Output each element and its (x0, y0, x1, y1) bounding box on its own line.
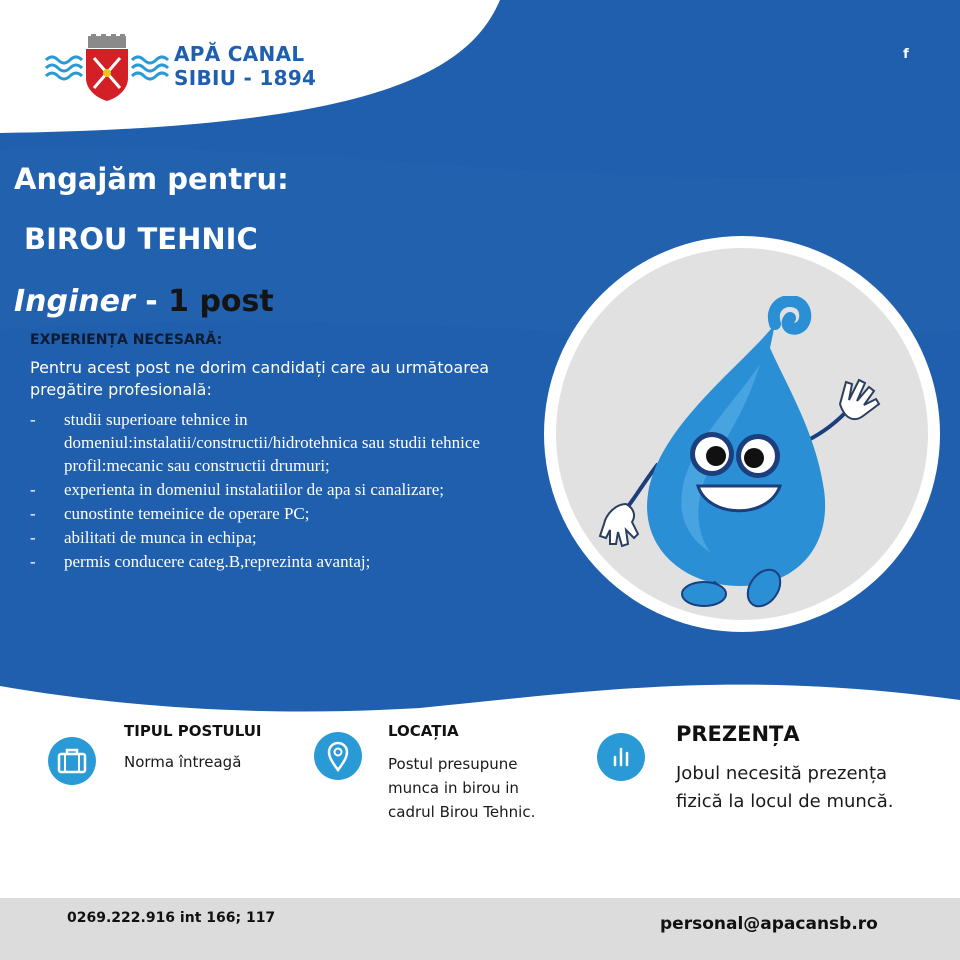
requirement-item: - studii superioare tehnice in domeniul:instalatii/constructii/hidrotehnica sau studii tehnice profil:mecanic sau constructii drumuri; (30, 408, 545, 477)
phone-number[interactable]: 0269.222.916 int 166; 117 (67, 910, 276, 926)
job-type-title: TIPUL POSTULUI (124, 722, 262, 740)
experience-heading: EXPERIENȚA NECESARĂ: (30, 332, 223, 348)
brand-name-line1: APĂ CANAL (174, 42, 305, 66)
role-count: 1 post (168, 284, 274, 319)
department-title: BIROU TEHNIC (24, 222, 258, 256)
role-separator: - (134, 284, 169, 319)
requirement-item: - cunostinte temeinice de operare PC; (30, 502, 545, 525)
location-value: Postul presupune munca in birou in cadrul Birou Tehnic. (388, 755, 536, 821)
brand-name-line2: SIBIU - 1894 (174, 66, 317, 90)
water-drop-mascot-illustration (592, 296, 897, 611)
location-title: LOCAȚIA (388, 722, 459, 740)
email-address[interactable]: personal@apacansb.ro (660, 914, 878, 934)
hero-label: Angajăm pentru: (14, 162, 289, 196)
brand-name (174, 42, 316, 90)
requirement-item: - abilitati de munca in echipa; (30, 526, 545, 549)
requirements-list (30, 408, 545, 574)
briefcase-icon (48, 737, 96, 785)
experience-intro: Pentru acest post ne dorim candidați care au următoarea pregătire profesională: (30, 358, 490, 399)
facebook-icon[interactable]: f (896, 44, 916, 64)
location-pin-icon (314, 732, 362, 780)
job-type-value: Norma întreagă (124, 753, 242, 771)
website-link[interactable]: www.apacansb.ro (771, 72, 922, 90)
requirement-item: - experienta in domeniul instalatiilor de apa si canalizare; (30, 478, 545, 501)
role-title: Inginer (14, 284, 135, 319)
presence-title: PREZENȚA (676, 722, 800, 746)
coat-of-arms-icon (86, 34, 128, 101)
bar-chart-icon (597, 733, 645, 781)
presence-value: Jobul necesită prezența fizică la locul de muncă. (676, 763, 894, 812)
role-line (14, 284, 274, 319)
requirement-item: - permis conducere categ.B,reprezinta avantaj; (30, 550, 545, 573)
